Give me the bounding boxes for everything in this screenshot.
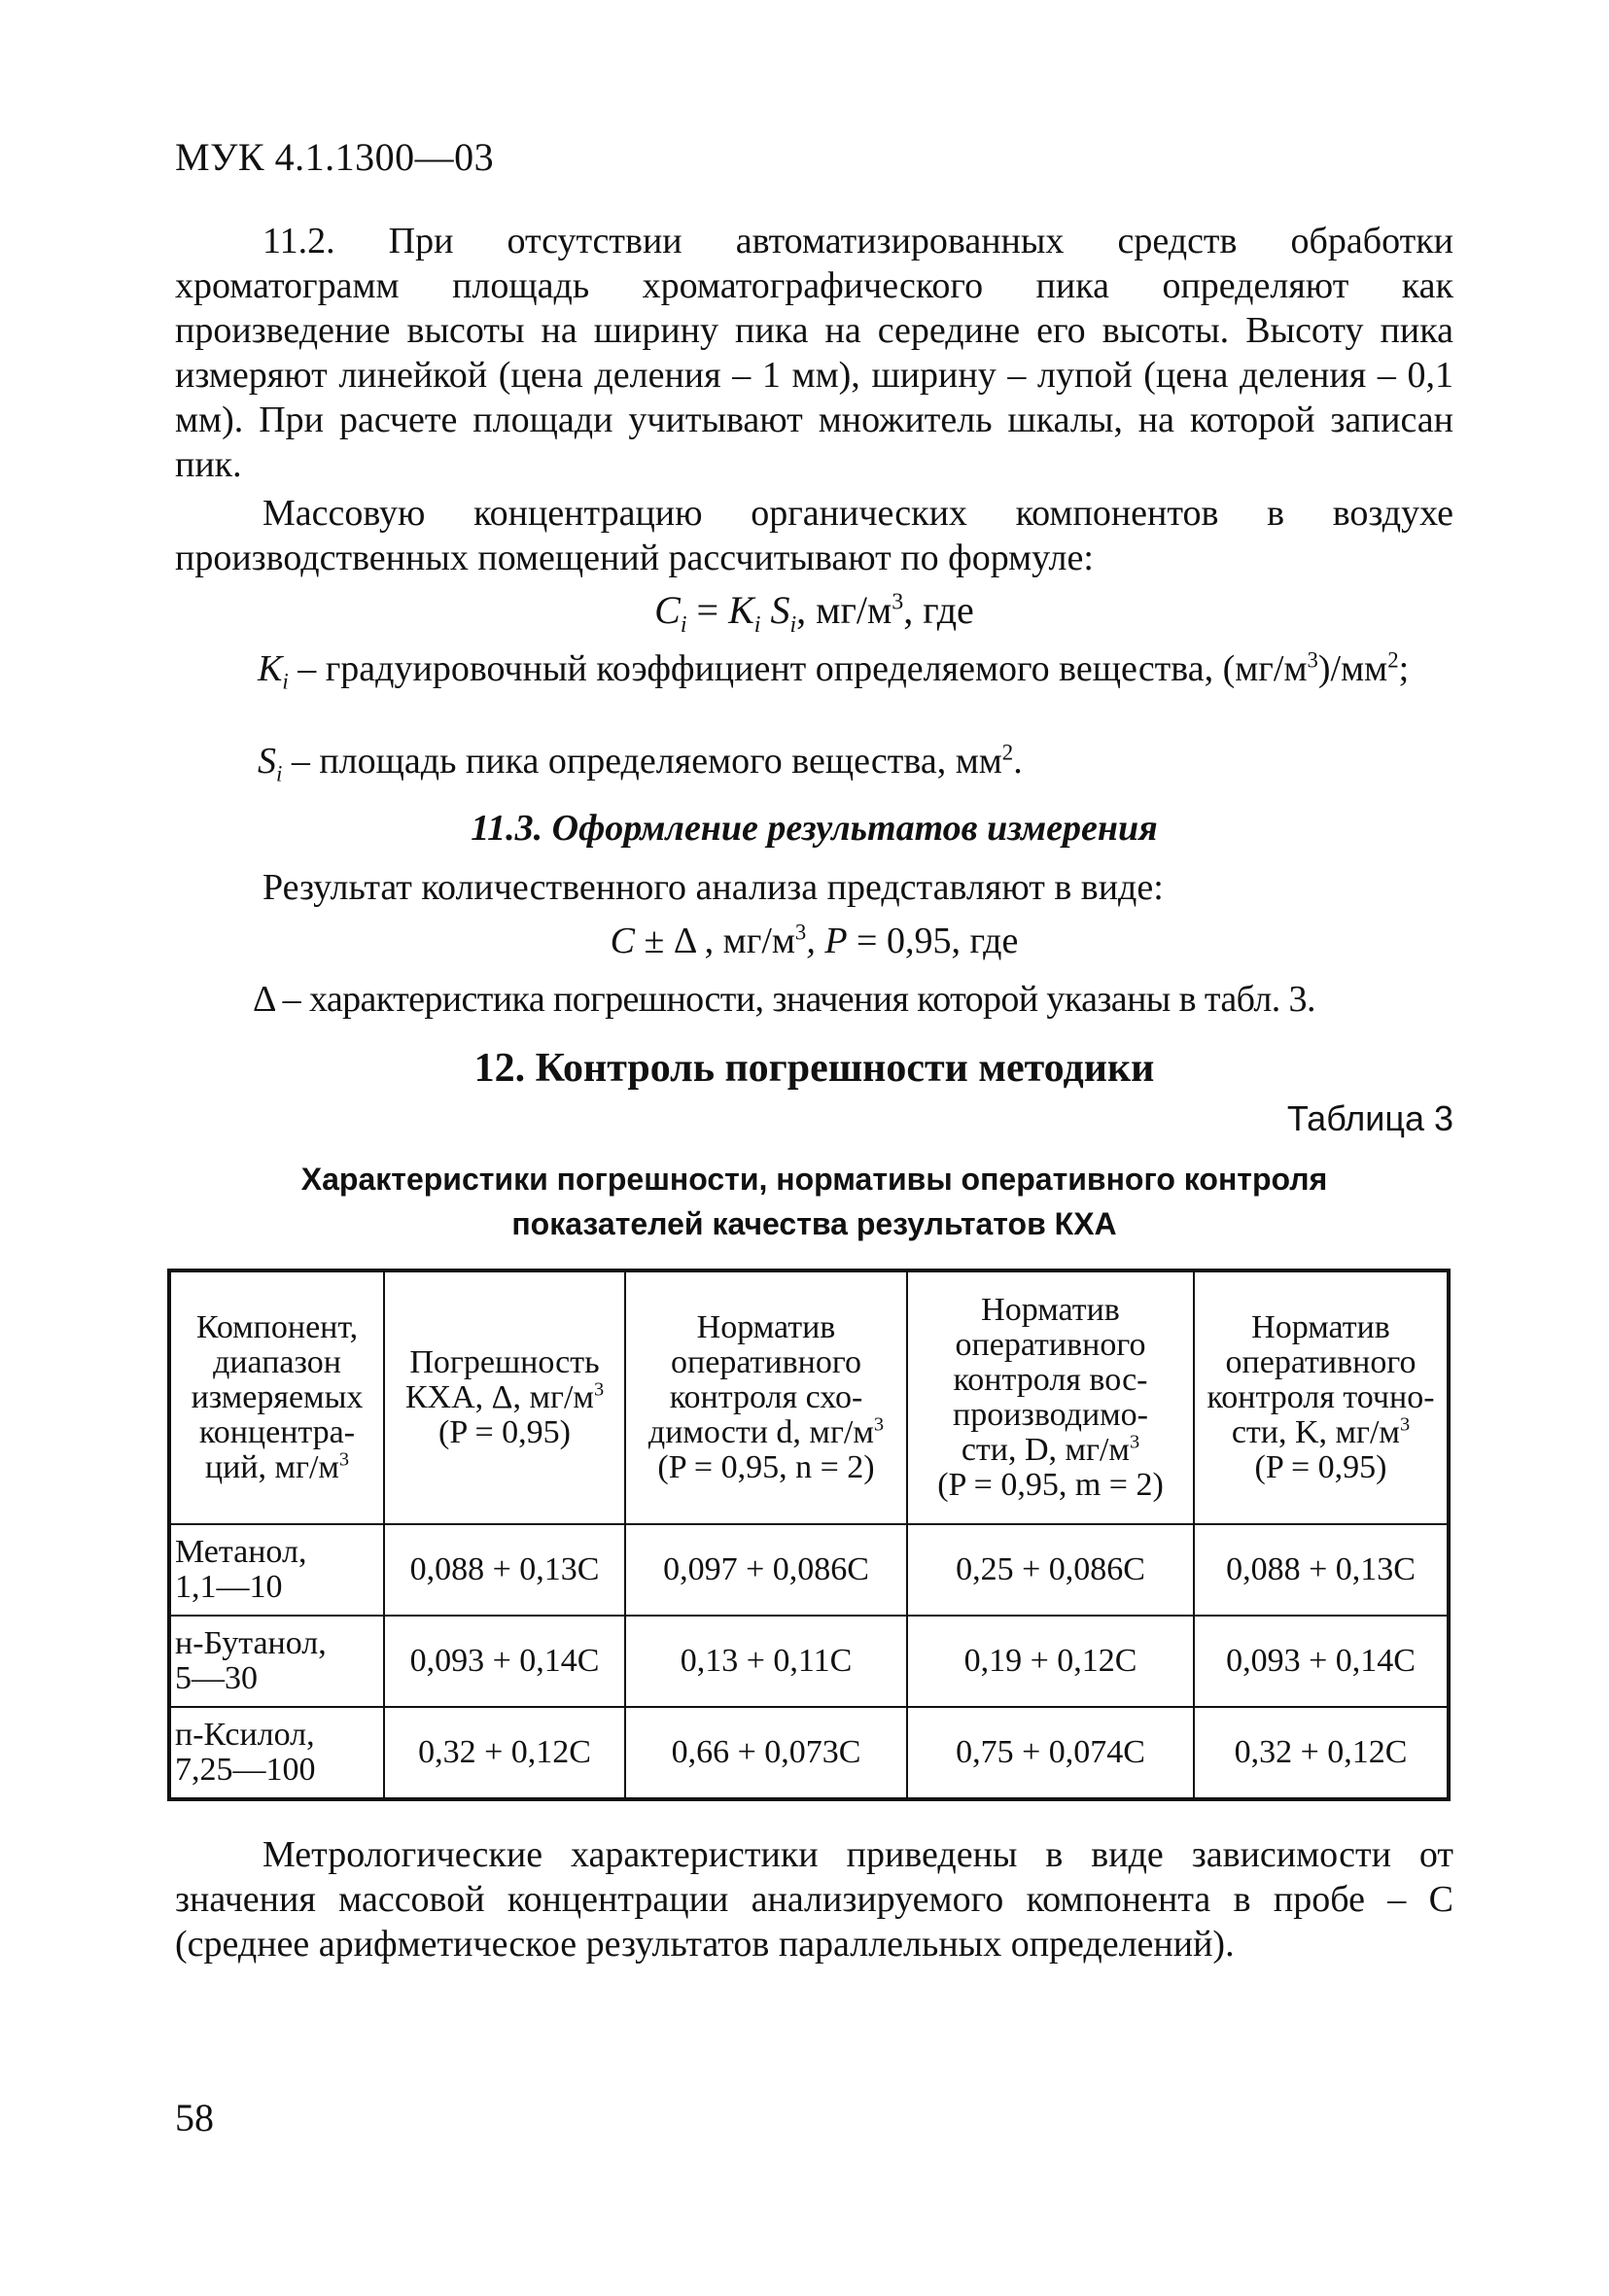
metrology-table <box>167 1269 1451 1801</box>
header-line: производимо- <box>953 1397 1148 1433</box>
cell-component <box>169 1707 384 1799</box>
formula-k: K <box>728 588 754 632</box>
table-title <box>175 1157 1453 1246</box>
def-k-text2: )/мм <box>1317 648 1388 689</box>
cell-value: 0,66 + 0,073С <box>625 1707 907 1799</box>
cell-value: 0,088 + 0,13С <box>1194 1524 1449 1616</box>
cell-value: 0,088 + 0,13С <box>384 1524 625 1616</box>
cell-value: 0,097 + 0,086С <box>625 1524 907 1616</box>
cell-value: 0,093 + 0,14С <box>1194 1616 1449 1707</box>
cell-value: 0,093 + 0,14С <box>384 1616 625 1707</box>
formula2-pm: ± Δ , мг/м <box>634 921 795 961</box>
header-line: Погрешность <box>409 1344 600 1380</box>
component-range: 7,25—100 <box>175 1752 316 1788</box>
formula2-c: C <box>610 921 635 961</box>
header-accuracy <box>1194 1270 1449 1524</box>
header-line: оперативного <box>955 1327 1146 1363</box>
header-line: Норматив <box>1251 1309 1390 1345</box>
component-name: н-Бутанол, <box>175 1625 327 1661</box>
header-line: Норматив <box>696 1309 836 1345</box>
cell-value: 0,32 + 0,12С <box>384 1707 625 1799</box>
table-label: Таблица 3 <box>1286 1098 1453 1138</box>
header-line <box>912 1433 1189 1468</box>
def-s-sup2: 2 <box>1001 740 1014 765</box>
header-line: концентра- <box>198 1414 356 1450</box>
header-component <box>169 1270 384 1524</box>
header-repeatability <box>625 1270 907 1524</box>
cell-component <box>169 1616 384 1707</box>
section-heading-12: 12. Контроль погрешности методики <box>473 1046 1155 1091</box>
header-sup: 3 <box>593 1378 605 1401</box>
paragraph-11-2: 11.2. При отсутствии автоматизированных средств обработки хроматограмм площадь хроматографического пика определяют как произведение высоты на ширину пика на середине его высоты. Высоту пика измеряют линейкой (цена деления – 1 мм), ширину – лупой (цена деления – 0,1 мм). При расчете площади учитывают множитель шкалы, на которой записан пик. <box>175 221 1453 485</box>
header-sup: 3 <box>1399 1413 1411 1436</box>
component-range: 5—30 <box>175 1660 258 1696</box>
header-line <box>175 1450 379 1485</box>
cell-value: 0,13 + 0,11С <box>625 1616 907 1707</box>
formula-where: , где <box>903 588 974 632</box>
cell-component <box>169 1524 384 1616</box>
def-s-text: – площадь пика определяемого вещества, мм <box>282 741 1002 782</box>
formula-result <box>175 919 1453 963</box>
paragraph-mass-concentration: Массовую концентрацию органических компонентов в воздухе производственных помещений рассчитывают по формуле: <box>175 493 1453 578</box>
header-line: контроля схо- <box>669 1379 863 1415</box>
paragraph-metrology: Метрологические характеристики приведены в виде зависимости от значения массовой концентрации анализируемого компонента в пробе – C (среднее арифметическое результатов параллельных определений). <box>175 1834 1453 1965</box>
formula-sub-i-1: i <box>680 612 687 638</box>
header-text: димости d, мг/м <box>647 1414 874 1450</box>
delta-definition: Δ – характеристика погрешности, значения которой указаны в табл. 3. <box>253 979 1315 1020</box>
header-line: Норматив <box>981 1292 1120 1328</box>
cell-value: 0,19 + 0,12С <box>907 1616 1194 1707</box>
document-code: МУК 4.1.1300—03 <box>175 135 495 179</box>
header-line: (P = 0,95, m = 2) <box>937 1467 1164 1503</box>
def-k-sup2: 2 <box>1387 647 1399 673</box>
definition-k <box>175 646 1453 694</box>
header-sup: 3 <box>873 1413 885 1436</box>
header-text: сти, K, мг/м <box>1231 1414 1400 1450</box>
header-line: (P = 0,95, n = 2) <box>657 1449 875 1485</box>
header-text: сти, D, мг/м <box>961 1432 1130 1468</box>
def-k-text3: ; <box>1398 648 1410 689</box>
header-text: КХА, Δ, мг/м <box>404 1379 594 1415</box>
header-line: оперативного <box>671 1344 861 1380</box>
component-name: п-Ксилол, <box>175 1717 315 1753</box>
header-line <box>630 1415 902 1450</box>
page-number: 58 <box>175 2096 214 2139</box>
subheading-11-3: 11.3. Оформление результатов измерения <box>471 808 1158 849</box>
cell-value: 0,32 + 0,12С <box>1194 1707 1449 1799</box>
cell-value: 0,75 + 0,074С <box>907 1707 1194 1799</box>
header-line: (P = 0,95) <box>1254 1449 1387 1485</box>
table-row <box>169 1707 1449 1799</box>
formula-c: C <box>654 588 681 632</box>
component-range: 1,1—10 <box>175 1569 283 1605</box>
cell-value: 0,25 + 0,086С <box>907 1524 1194 1616</box>
header-line <box>389 1380 620 1415</box>
definition-s <box>175 739 1453 786</box>
header-line: оперативного <box>1225 1344 1417 1380</box>
def-k-symbol: K <box>258 648 283 689</box>
def-k-text: – градуировочный коэффициент определяемого вещества, (мг/м <box>288 648 1308 689</box>
header-line: диапазон <box>213 1344 341 1380</box>
table-row <box>169 1616 1449 1707</box>
table-row <box>169 1524 1449 1616</box>
formula-concentration <box>175 588 1453 638</box>
header-line: Компонент, <box>195 1309 359 1345</box>
table-header-row <box>169 1270 1449 1524</box>
header-line <box>1199 1415 1443 1450</box>
formula-s: S <box>770 588 790 632</box>
def-s-text2: . <box>1013 741 1023 782</box>
formula2-sup3: 3 <box>794 920 807 945</box>
formula-eq: = <box>686 588 729 632</box>
result-intro: Результат количественного анализа представляют в виде: <box>262 867 1164 908</box>
formula2-p: , P <box>806 921 848 961</box>
component-name: Метанол, <box>175 1534 307 1570</box>
header-error <box>384 1270 625 1524</box>
header-sup: 3 <box>1129 1431 1140 1453</box>
formula-sub-i-2: i <box>753 612 761 638</box>
header-line: измеряемых <box>191 1379 364 1415</box>
table-title-line-2: показателей качества результатов КХА <box>511 1206 1117 1241</box>
header-line: (P = 0,95) <box>438 1414 571 1450</box>
formula-sub-i-3: i <box>789 612 797 638</box>
header-sup: 3 <box>338 1448 350 1471</box>
def-s-symbol: S <box>258 741 276 782</box>
def-k-sub: i <box>282 669 289 694</box>
header-text: ций, мг/м <box>204 1449 339 1485</box>
def-s-sub: i <box>276 761 283 786</box>
formula-sup-3: 3 <box>892 589 904 615</box>
header-reproducibility <box>907 1270 1194 1524</box>
def-k-sup3: 3 <box>1307 647 1318 673</box>
table-title-line-1: Характеристики погрешности, нормативы оперативного контроля <box>300 1162 1328 1197</box>
header-line: контроля точно- <box>1207 1379 1435 1415</box>
formula-unit: , мг/м <box>796 588 892 632</box>
formula2-rest: = 0,95, где <box>847 921 1019 961</box>
header-line: контроля вос- <box>953 1362 1148 1398</box>
